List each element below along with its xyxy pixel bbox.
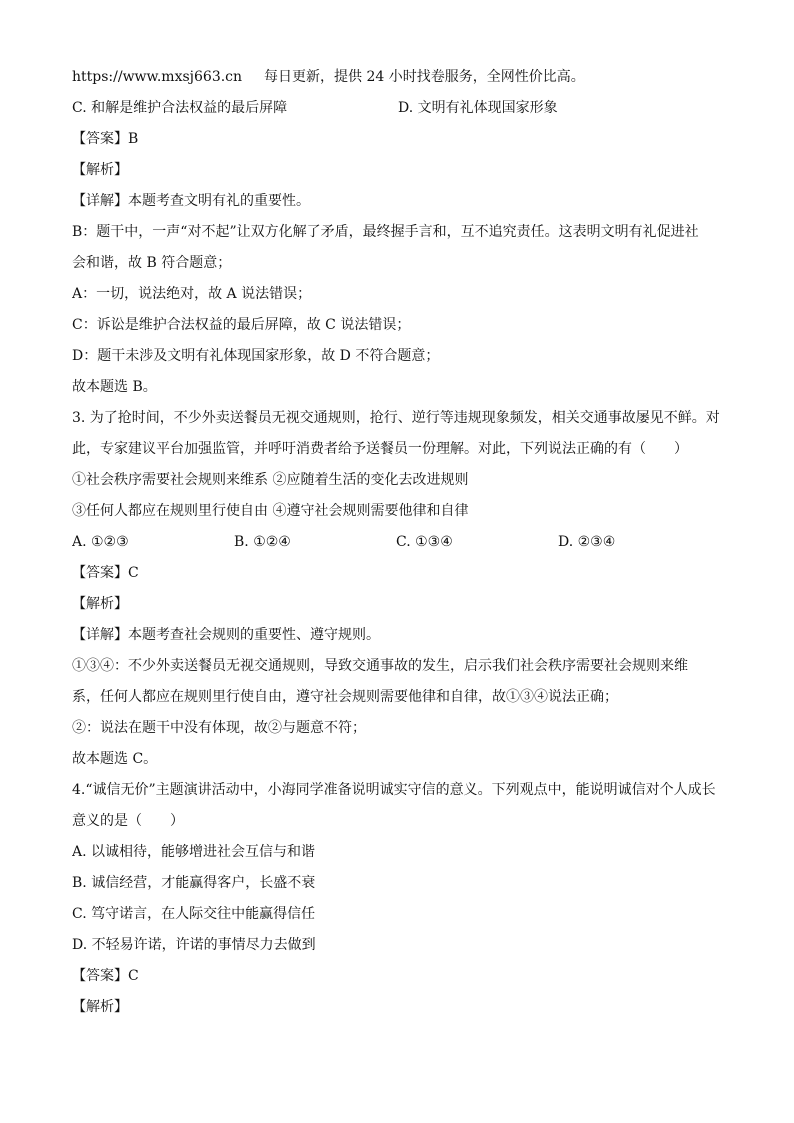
q2-option-d: D. 文明有礼体现国家形象 [398, 100, 558, 116]
q3-detail: 【详解】本题考查社会规则的重要性、遵守规则。 [72, 627, 380, 643]
q2-explain-d: D：题干未涉及文明有礼体现国家形象，故 D 不符合题意； [72, 348, 440, 364]
q3-statements-12: ①社会秩序需要社会规则来维系 ②应随着生活的变化去改进规则 [72, 472, 469, 488]
q3-explain-line2: 系，任何人都应在规则里行使自由，遵守社会规则需要他律和自律，故①③④说法正确； [72, 689, 618, 705]
q3-option-b: B. ①②④ [234, 534, 291, 550]
q4-option-b: B. 诚信经营，才能赢得客户，长盛不衰 [72, 875, 316, 891]
q2-analysis-label: 【解析】 [72, 162, 128, 178]
q4-analysis-label: 【解析】 [72, 999, 128, 1015]
q4-stem-line2: 意义的是（ ） [72, 813, 184, 829]
q2-explain-a: A：一切，说法绝对，故 A 说法错误； [72, 286, 312, 302]
q3-analysis-label: 【解析】 [72, 596, 128, 612]
q3-answer: 【答案】C [72, 565, 139, 581]
q3-statements-34: ③任何人都应在规则里行使自由 ④遵守社会规则需要他律和自律 [72, 503, 469, 519]
q2-option-c: C. 和解是维护合法权益的最后屏障 [72, 100, 288, 116]
q2-answer: 【答案】B [72, 131, 139, 147]
q3-stem-line1: 3. 为了抢时间，不少外卖送餐员无视交通规则，抢行、逆行等违规现象频发，相关交通事故屡见不鲜。对 [72, 410, 720, 426]
q3-options-row [72, 527, 732, 558]
q3-option-d: D. ②③④ [558, 534, 616, 550]
q3-stem-line2: 此，专家建议平台加强监管，并呼吁消费者给予送餐员一份理解。对此，下列说法正确的有（ ） [72, 441, 688, 457]
q4-stem-line1: 4.“诚信无价”主题演讲活动中，小海同学准备说明诚实守信的意义。下列观点中，能说明诚信对个人成长 [72, 782, 716, 798]
q2-explain-b-line1: B：题干中，一声“对不起”让双方化解了矛盾，最终握手言和，互不追究责任。这表明文明有礼促进社 [72, 224, 699, 240]
q3-option-c: C. ①③④ [396, 534, 453, 550]
q4-option-d: D. 不轻易许诺，许诺的事情尽力去做到 [72, 937, 316, 953]
q2-explain-b-line2: 会和谐，故 B 符合题意； [72, 255, 232, 271]
q2-conclusion: 故本题选 B。 [72, 379, 157, 395]
q4-option-a: A. 以诚相待，能够增进社会互信与和谐 [72, 844, 316, 860]
header-slogan: 每日更新，提供 24 小时找卷服务，全网性价比高。 [264, 69, 585, 85]
q3-conclusion: 故本题选 C。 [72, 751, 158, 767]
document-page [72, 62, 732, 1023]
q2-explain-c: C：诉讼是维护合法权益的最后屏障，故 C 说法错误； [72, 317, 411, 333]
page-header [72, 62, 732, 93]
q4-option-c: C. 笃守诺言，在人际交往中能赢得信任 [72, 906, 316, 922]
header-site-url: https://www.mxsj663.cn [72, 69, 243, 85]
q2-detail: 【详解】本题考查文明有礼的重要性。 [72, 193, 310, 209]
q3-explain-line3: ②：说法在题干中没有体现，故②与题意不符； [72, 720, 366, 736]
q3-explain-line1: ①③④：不少外卖送餐员无视交通规则，导致交通事故的发生，启示我们社会秩序需要社会规则来维 [72, 658, 688, 674]
q4-answer: 【答案】C [72, 968, 139, 984]
q2-options-row [72, 93, 732, 124]
q3-option-a: A. ①②③ [72, 534, 129, 550]
